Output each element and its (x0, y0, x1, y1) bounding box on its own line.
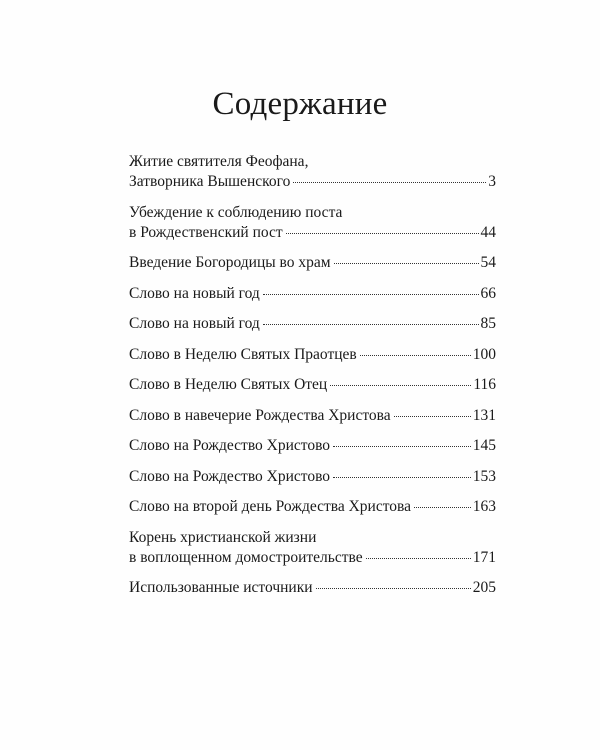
dot-leader (394, 415, 471, 417)
toc-entry-title: Затворника Вышенского (129, 173, 291, 190)
dot-leader (334, 262, 479, 264)
dot-leader (293, 181, 486, 183)
page-title: Содержание (212, 86, 388, 122)
toc-entry-title: Использованные источники (129, 579, 313, 596)
toc-entry[interactable] (129, 467, 496, 487)
toc-page-number: 153 (472, 467, 496, 485)
toc-entry[interactable] (129, 203, 496, 243)
toc-entry-title: Слово в навечерие Рождества Христова (129, 406, 391, 424)
toc-entry-title-line1: Убеждение к соблюдению поста (129, 203, 343, 221)
toc-entry-title: Слово в Неделю Святых Праотцев (129, 345, 357, 363)
dot-leader (414, 506, 471, 508)
toc-entry[interactable] (129, 284, 496, 304)
dot-leader (366, 557, 471, 559)
toc-page-number: 171 (472, 548, 496, 566)
toc-page-number: 85 (480, 315, 496, 332)
toc-entry-title: в воплощенном домостроительстве (129, 548, 363, 566)
toc-entry[interactable] (129, 406, 496, 426)
toc-entry[interactable] (129, 528, 496, 568)
toc-entry-title: Слово на Рождество Христово (129, 437, 331, 454)
toc-page-number: 116 (473, 376, 496, 393)
toc-entry[interactable] (129, 497, 496, 517)
toc-entry[interactable] (129, 152, 496, 192)
toc-entry-title: Слово на Рождество Христово (129, 467, 331, 485)
toc-entry[interactable] (129, 314, 496, 334)
toc-page-number: 205 (472, 579, 496, 596)
toc-page-number: 145 (472, 437, 496, 454)
dot-leader (360, 354, 471, 356)
toc-entry-title: в Рождественский пост (129, 223, 283, 241)
dot-leader (333, 476, 471, 478)
dot-leader (330, 384, 471, 386)
toc-entry[interactable] (129, 436, 496, 456)
toc-page-number: 163 (472, 498, 496, 515)
toc-entry-title: Слово в Неделю Святых Отец (129, 376, 328, 393)
dot-leader (263, 293, 479, 295)
dot-leader (263, 323, 479, 325)
toc-entry[interactable] (129, 253, 496, 273)
toc-entry[interactable] (129, 375, 496, 395)
dot-leader (333, 445, 471, 447)
toc-page-number: 100 (472, 345, 496, 363)
toc-page-number: 44 (480, 223, 496, 241)
toc-entry-title: Слово на второй день Рождества Христова (129, 498, 412, 515)
toc-page-number: 3 (488, 173, 496, 190)
toc-page-number: 66 (480, 284, 496, 302)
toc-entry-title: Слово на новый год (129, 315, 260, 332)
toc-page-number: 54 (480, 254, 496, 271)
toc-entry[interactable] (129, 578, 496, 598)
dot-leader (316, 587, 471, 589)
toc-entry[interactable] (129, 345, 496, 365)
toc-entry-title: Слово на новый год (129, 284, 260, 302)
table-of-contents (129, 152, 496, 609)
toc-page-number: 131 (472, 406, 496, 424)
toc-entry-title: Введение Богородицы во храм (129, 254, 331, 271)
dot-leader (286, 232, 479, 234)
toc-entry-title-line1: Житие святителя Феофана, (129, 153, 309, 170)
toc-entry-title-line1: Корень христианской жизни (129, 528, 317, 546)
